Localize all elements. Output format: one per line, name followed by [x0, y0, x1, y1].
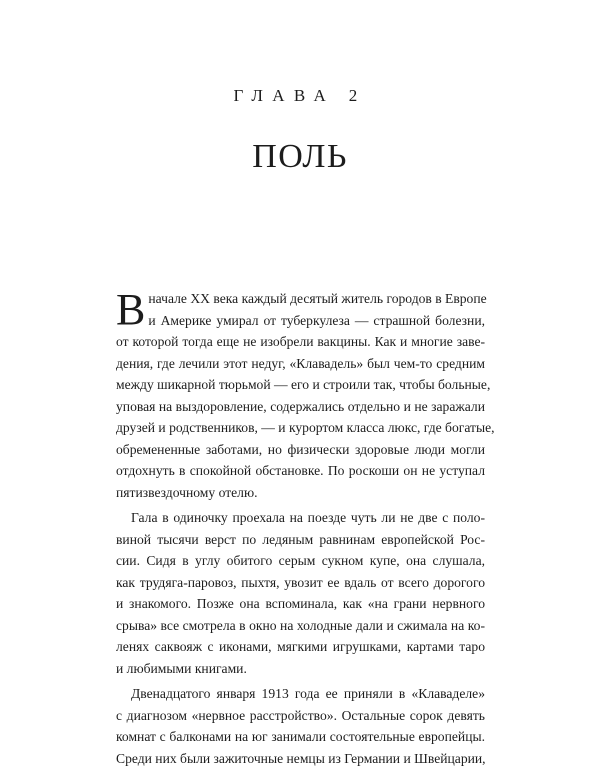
text-line: и знакомого. Позже она вспоминала, как «на грани нервного	[116, 593, 485, 615]
text-line: и Америке умирал от туберкулеза — страшной болезни,	[116, 310, 485, 332]
text-line: между шикарной тюрьмой — его и строили так, чтобы больные,	[116, 374, 485, 396]
text-line: ленях саквояж с иконами, мягкими игрушками, картами таро	[116, 636, 485, 658]
text-line: Двенадцатого января 1913 года ее приняли в «Клаваделе»	[116, 683, 485, 705]
text-line: и любимыми книгами.	[116, 658, 485, 680]
text-line: Гала в одиночку проехала на поезде чуть ли не две с поло-	[116, 507, 485, 529]
text-line: Среди них были зажиточные немцы из Германии и Швейцарии,	[116, 748, 485, 769]
text-line: отдохнуть в спокойной обстановке. По роскоши он не уступал	[116, 460, 485, 482]
text-line: уповая на выздоровление, содержались отдельно и не заражали	[116, 396, 485, 418]
text-line: пятизвездочному отелю.	[116, 482, 485, 504]
text-line: как трудяга-паровоз, пыхтя, увозит ее вдаль от всего дорогого	[116, 572, 485, 594]
paragraph-1	[116, 288, 485, 503]
chapter-title: ПОЛЬ	[0, 138, 600, 176]
text-line: начале XX века каждый десятый житель городов в Европе	[116, 288, 485, 310]
text-line: виной тысячи верст по ледяным равнинам европейской Рос-	[116, 529, 485, 551]
text-line: дения, где лечили этот недуг, «Клавадель» был чем-то средним	[116, 353, 485, 375]
drop-cap: В	[116, 290, 145, 330]
text-line: комнат с балконами на юг занимали состоятельные европейцы.	[116, 726, 485, 748]
paragraph-2	[116, 507, 485, 679]
text-line: сии. Сидя в углу обитого серым сукном купе, она слушала,	[116, 550, 485, 572]
text-line: с диагнозом «нервное расстройство». Остальные сорок девять	[116, 705, 485, 727]
text-line: от которой тогда еще не изобрели вакцины. Как и многие заве-	[116, 331, 485, 353]
paragraph-3	[116, 683, 485, 769]
chapter-label: ГЛАВА 2	[0, 86, 600, 106]
text-line: обремененные заботами, но физически здоровые люди могли	[116, 439, 485, 461]
text-line: срыва» все смотрела в окно на холодные дали и сжимала на ко-	[116, 615, 485, 637]
text-line: друзей и родственников, — и курортом класса люкс, где богатые,	[116, 417, 485, 439]
body-text	[116, 288, 485, 769]
